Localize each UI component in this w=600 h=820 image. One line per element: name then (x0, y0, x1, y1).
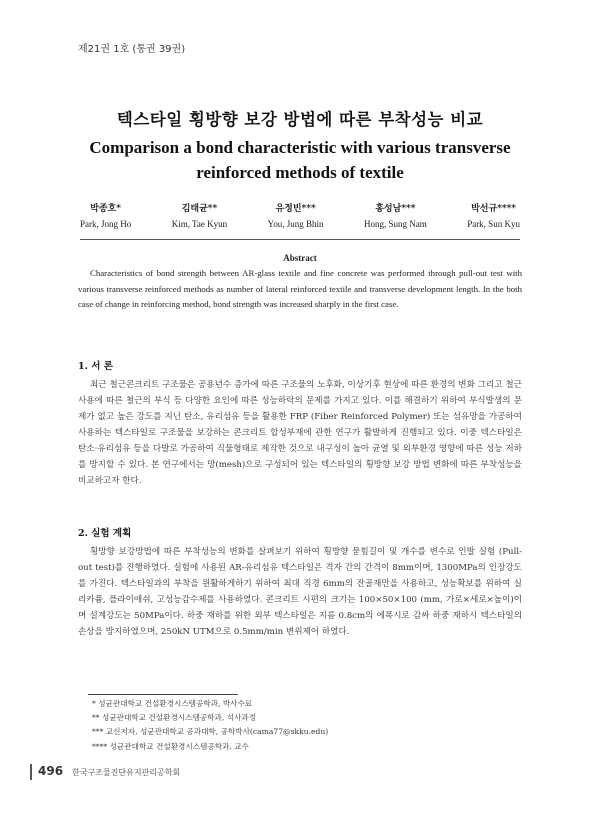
author (364, 202, 427, 232)
section-heading-experiment: 2. 실험 계획 (78, 528, 132, 539)
page-number: 496 (38, 764, 64, 778)
author-list (80, 202, 520, 232)
author (172, 202, 227, 232)
author-name-english: You, Jung Bhin (267, 219, 324, 229)
author-name-english: Hong, Sung Nam (363, 219, 427, 229)
footnote: *** 교신저자, 성균관대학교 공과대학, 공학박사(cama77@skku.edu) (92, 727, 329, 737)
author-divider (80, 239, 520, 240)
footnote: **** 성균관대학교 건설환경시스템공학과, 교수 (92, 741, 249, 751)
author-name-korean: 유정빈*** (275, 204, 316, 214)
author-name-english: Kim, Tae Kyun (171, 219, 228, 229)
abstract-heading: Abstract (283, 253, 317, 263)
english-title (0, 135, 600, 185)
section-body-introduction: 최근 철근콘크리트 구조물은 공용년수 증가에 따른 구조물의 노후화, 이상기후 현상에 따른 환경의 변화 그리고 철근 사용에 따른 철근의 부식 등 다양한 요인에 따른 성능하락의 문제를 가지고 있다. 이를 해결하기 위하여 부식발생의 문제가 없고 높은 강도를 지닌 탄소, 유리섬유 등을 활용한 FRP (Fiber Reinforced Polymer) 또는 섬유망을 가공하여 사용하는 텍스타일로 구조물을 보강하는 콘크리트 합성부재에 관한 연구가 활발하게 진행되고 있다. 이중 텍스타일은 탄소·유리섬유 등을 다발로 가공하여 직물형태로 제작한 것으로 내구성이 높아 균열 및 외부환경 영향에 따른 성능 저하를 방지할 수 있다. 본 연구에서는 망(mesh)으로 구성되어 있는 텍스타일의 횡방향 보강 방법 변화에 따른 부착성능을 비교하고자 한다. (78, 380, 522, 486)
footnotes (92, 697, 328, 754)
author-name-english: Park, Sun Kyu (467, 219, 520, 229)
journal-name: 한국구조물진단유지관리공학회 (72, 768, 181, 777)
english-title-line-1: Comparison a bond characteristic with various transverse (89, 138, 511, 157)
author-name-korean: 김태균** (181, 204, 218, 214)
author (80, 202, 131, 232)
author (467, 202, 520, 232)
issue-header: 제21권 1호 (통권 39권) (78, 44, 186, 55)
author-name-korean: 홍성남*** (375, 204, 416, 214)
english-title-line-2: reinforced methods of textile (196, 163, 404, 182)
footer-bar (30, 764, 32, 780)
footnote-divider (88, 694, 238, 695)
section-heading-introduction: 1. 서 론 (78, 361, 113, 372)
korean-title: 텍스타일 횡방향 보강 방법에 따른 부착성능 비교 (116, 110, 484, 129)
author-name-korean: 박종호* (90, 204, 122, 214)
author-name-english: Park, Jong Ho (80, 219, 132, 229)
author-name-korean: 박선규**** (471, 204, 517, 214)
footnote: * 성균관대학교 건설환경시스템공학과, 박사수료 (92, 699, 253, 708)
author (268, 202, 324, 232)
footnote: ** 성균관대학교 건설환경시스템공학과, 석사과정 (92, 713, 256, 723)
section-body-experiment: 횡방향 보강방법에 따른 부착성능의 변화를 살펴보기 위하여 횡방향 묻힘길이 및 개수를 변수로 인발 실험 (Pull-out test)를 진행하였다. 실험에 사용된 AR-유리섬유 텍스타일은 격자 간의 간격이 8mm이며, 1300MPa의 인장강도를 가진다. 텍스타일과의 부착을 원활하게하기 위하여 최대 직경 6mm의 잔골재만을 사용하고, 성능확보를 위하여 실리카퓸, 플라이애쉬, 고성능감수제를 사용하였다. 콘크리트 시편의 크기는 100×50×100 (mm, 가로×세로×높이)이며 설계강도는 50MPa이다. 하중 재하를 위한 외부 텍스타일은 지름 0.8cm의 에폭시로 감싸 하중 재하시 텍스타일의 손상을 방지하였으며, 250kN UTM으로 0.5mm/min 변위제어 하였다. (78, 547, 522, 637)
abstract-text: Characteristics of bond strength between AR-glass textile and fine concrete was performed through pull-out test with various transverse reinforced methods as number of lateral reinforced textile and transverse development length. In the both case of change in reinforcing method, bond strength was increased sharply in the first case. (78, 268, 522, 309)
